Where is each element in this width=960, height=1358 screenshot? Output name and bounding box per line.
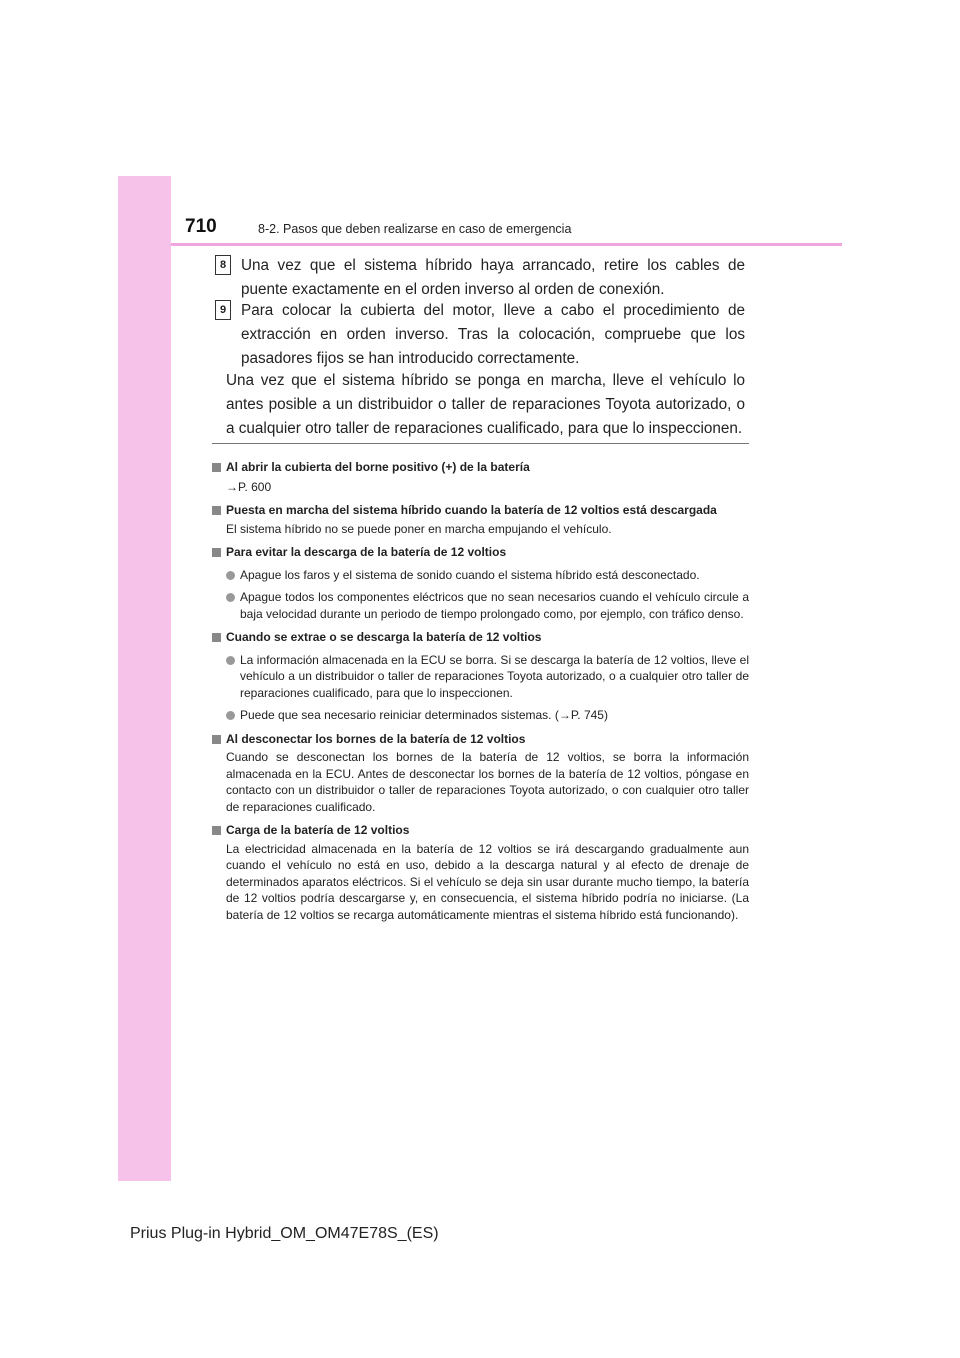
notes-section [212, 459, 749, 923]
note-heading: Cuando se extrae o se descarga la batería de 12 voltios [212, 629, 749, 646]
dot-bullet-icon [226, 593, 235, 602]
square-bullet-icon [212, 548, 221, 557]
square-bullet-icon [212, 735, 221, 744]
note-heading: Carga de la batería de 12 voltios [212, 822, 749, 839]
list-item: Puede que sea necesario reiniciar determinados sistemas. (→P. 745) [212, 707, 749, 724]
square-bullet-icon [212, 633, 221, 642]
note-heading: Al desconectar los bornes de la batería de 12 voltios [212, 731, 749, 748]
note-heading: Puesta en marcha del sistema híbrido cuando la batería de 12 voltios está descargada [212, 502, 749, 519]
note-heading: Al abrir la cubierta del borne positivo (+) de la batería [212, 459, 749, 476]
list-item: Apague todos los componentes eléctricos que no sean necesarios cuando el vehículo circule a baja velocidad durante un periodo de tiempo prolongado como, por ejemplo, con tráfico denso. [212, 589, 749, 622]
note-body: Cuando se desconectan los bornes de la batería de 12 voltios, se borra la información almacenada en la ECU. Antes de desconectar los bornes de la batería de 12 voltios, póngase en contacto con un distribuidor o taller de reparaciones Toyota autorizado, o con cualquier otro taller de reparaciones cualificado. [226, 750, 749, 814]
step-text-8: Una vez que el sistema híbrido haya arrancado, retire los cables de puente exactamente en el orden inverso al orden de conexión. [241, 257, 745, 298]
step-text-9: Para colocar la cubierta del motor, lleve a cabo el procedimiento de extracción en orden inverso. Tras la colocación, compruebe que los pasadores fijos se han introducido correctamente. [241, 302, 745, 367]
square-bullet-icon [212, 506, 221, 515]
dot-bullet-icon [226, 656, 235, 665]
note-body: El sistema híbrido no se puede poner en marcha empujando el vehículo. [226, 521, 612, 536]
body-paragraph: Una vez que el sistema híbrido se ponga en marcha, lleve el vehículo lo antes posible a un distribuidor o taller de reparaciones Toyota autorizado, o a cualquier otro taller de reparaciones cualificado, para que lo inspeccionen. [226, 372, 745, 437]
step-number-8: 8 [215, 255, 231, 275]
step-8 [215, 254, 745, 302]
square-bullet-icon [212, 463, 221, 472]
chapter-sidebar-tab [118, 176, 171, 1181]
step-9 [215, 299, 745, 371]
page-reference: →P. 600 [226, 479, 272, 494]
step-number-9: 9 [215, 300, 231, 320]
square-bullet-icon [212, 826, 221, 835]
page-number: 710 [185, 216, 217, 237]
dot-bullet-icon [226, 571, 235, 580]
header-rule [171, 243, 842, 246]
section-divider [212, 443, 749, 444]
footer-document-id: Prius Plug-in Hybrid_OM_OM47E78S_(ES) [130, 1225, 439, 1242]
list-item: La información almacenada en la ECU se borra. Si se descarga la batería de 12 voltios, lleve el vehículo a un distribuidor o taller de reparaciones Toyota autorizado, o a cualquier otro taller de reparaciones cualificado, para que lo inspeccionen. [212, 652, 749, 702]
note-heading: Para evitar la descarga de la batería de 12 voltios [212, 544, 749, 561]
section-title: 8-2. Pasos que deben realizarse en caso de emergencia [258, 222, 572, 236]
dot-bullet-icon [226, 711, 235, 720]
list-item: Apague los faros y el sistema de sonido cuando el sistema híbrido está desconectado. [212, 567, 749, 584]
note-body: La electricidad almacenada en la batería de 12 voltios se irá descargando gradualmente aun cuando el vehículo no está en uso, debido a la descarga natural y al efecto de drenaje de determinados aparatos eléctricos. Si el vehículo se deja sin usar durante mucho tiempo, la batería de 12 voltios podría descargarse y, en consecuencia, el sistema híbrido podría no iniciarse. (La batería de 12 voltios se recarga automáticamente mientras el sistema híbrido está funcionando). [226, 841, 749, 922]
